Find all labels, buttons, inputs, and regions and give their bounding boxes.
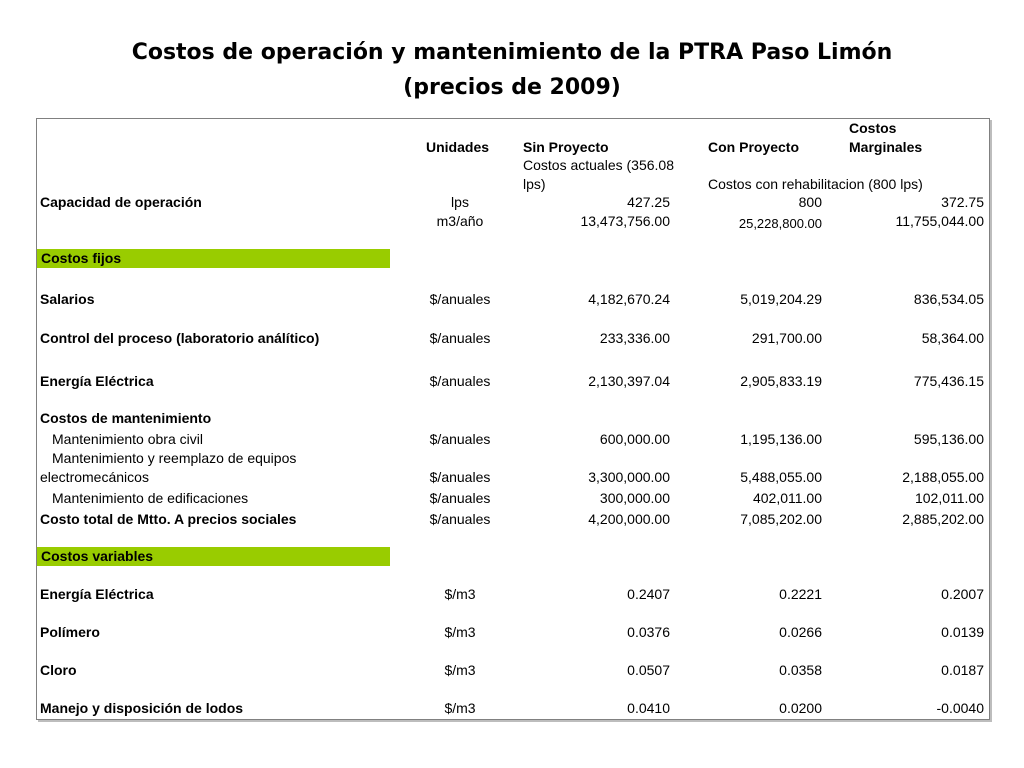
cell-sin: 427.25 [627,194,670,210]
cell-unit: $/anuales [429,469,491,485]
cell-marg: 2,188,055.00 [902,469,984,485]
cell-con: 0.0266 [779,624,822,640]
cell-con: 0.0200 [779,700,822,716]
col-header-costos-marginales-2: Marginales [849,139,923,155]
row-label-obra-civil: Mantenimiento obra civil [52,431,203,447]
cell-marg: 0.0139 [941,624,984,640]
cell-unit: $/anuales [429,490,491,506]
cell-con: 0.0358 [779,662,822,678]
row-label-capacidad: Capacidad de operación [40,194,202,210]
cell-unit: $/m3 [444,662,476,678]
cell-marg: 775,436.15 [913,373,984,389]
cell-unit: $/m3 [444,700,476,716]
cell-sin: 4,182,670.24 [588,291,670,307]
cell-sin: 2,130,397.04 [588,373,670,389]
cell-unit: $/anuales [429,373,491,389]
cell-marg: 595,136.00 [913,431,984,447]
cell-marg: 836,534.05 [913,291,984,307]
row-label-energia-fija: Energía Eléctrica [40,373,154,389]
cell-marg: 372.75 [941,194,984,210]
cell-sin: 4,200,000.00 [588,511,670,527]
section-label-costos-variables: Costos variables [41,548,154,564]
cell-unit: lps [451,194,469,210]
section-label-costos-fijos: Costos fijos [41,250,122,266]
cell-con: 291,700.00 [751,330,822,346]
cell-sin: 0.2407 [627,586,670,602]
cell-con: 1,195,136.00 [740,431,822,447]
sin-proyecto-subheader-2: lps) [523,176,546,192]
cell-marg: 102,011.00 [914,490,984,506]
cell-sin: 600,000.00 [599,431,670,447]
cell-unit: $/m3 [444,586,476,602]
cell-con: 402,011.00 [752,490,822,506]
cell-sin: 0.0410 [627,700,670,716]
row-label-equipos-2: electromecánicos [40,469,149,485]
cell-marg: 0.0187 [941,662,984,678]
row-label-energia-variable: Energía Eléctrica [40,586,154,602]
cell-con: 5,019,204.29 [740,291,822,307]
cell-con: 800 [798,194,822,210]
cell-unit: $/anuales [429,431,491,447]
col-header-unidades: Unidades [426,139,490,155]
page-subtitle: (precios de 2009) [403,75,621,100]
cell-marg: 11,755,044.00 [895,213,984,229]
col-header-sin-proyecto: Sin Proyecto [523,139,609,155]
cell-sin: 3,300,000.00 [588,469,670,485]
cell-con: 0.2221 [779,586,822,602]
con-proyecto-subheader: Costos con rehabilitacion (800 lps) [708,176,923,192]
row-label-equipos: Mantenimiento y reemplazo de equipos [52,450,297,466]
cell-sin: 233,336.00 [599,330,670,346]
cell-marg: -0.0040 [936,700,984,716]
row-label-control: Control del proceso (laboratorio análítico) [40,330,320,346]
cell-sin: 13,473,756.00 [580,213,670,229]
cell-marg: 2,885,202.00 [902,511,984,527]
cell-marg: 58,364.00 [921,330,984,346]
cell-unit: $/m3 [444,624,476,640]
cell-con: 5,488,055.00 [740,469,822,485]
cell-unit: $/anuales [429,511,491,527]
col-header-con-proyecto: Con Proyecto [708,139,800,155]
row-label-salarios: Salarios [40,291,95,307]
cell-marg: 0.2007 [941,586,984,602]
row-label-costos-mantenimiento: Costos de mantenimiento [40,410,212,426]
page-title: Costos de operación y mantenimiento de la PTRA Paso Limón [131,40,893,65]
row-label-costo-total-mtto: Costo total de Mtto. A precios sociales [40,511,297,527]
cell-sin: 300,000.00 [599,490,670,506]
cell-con: 7,085,202.00 [740,511,822,527]
cell-unit: m3/año [436,213,484,229]
row-label-cloro: Cloro [40,662,77,678]
row-label-lodos: Manejo y disposición de lodos [40,700,244,716]
col-header-costos-marginales: Costos [849,120,897,136]
sin-proyecto-subheader: Costos actuales (356.08 [523,157,674,173]
cell-unit: $/anuales [429,330,491,346]
cell-sin: 0.0507 [627,662,670,678]
cell-unit: $/anuales [429,291,491,307]
row-label-polimero: Polímero [40,624,100,640]
cell-con: 2,905,833.19 [740,373,822,389]
cell-sin: 0.0376 [627,624,670,640]
cell-con: 25,228,800.00 [738,216,822,231]
row-label-edificaciones: Mantenimiento de edificaciones [52,490,249,506]
